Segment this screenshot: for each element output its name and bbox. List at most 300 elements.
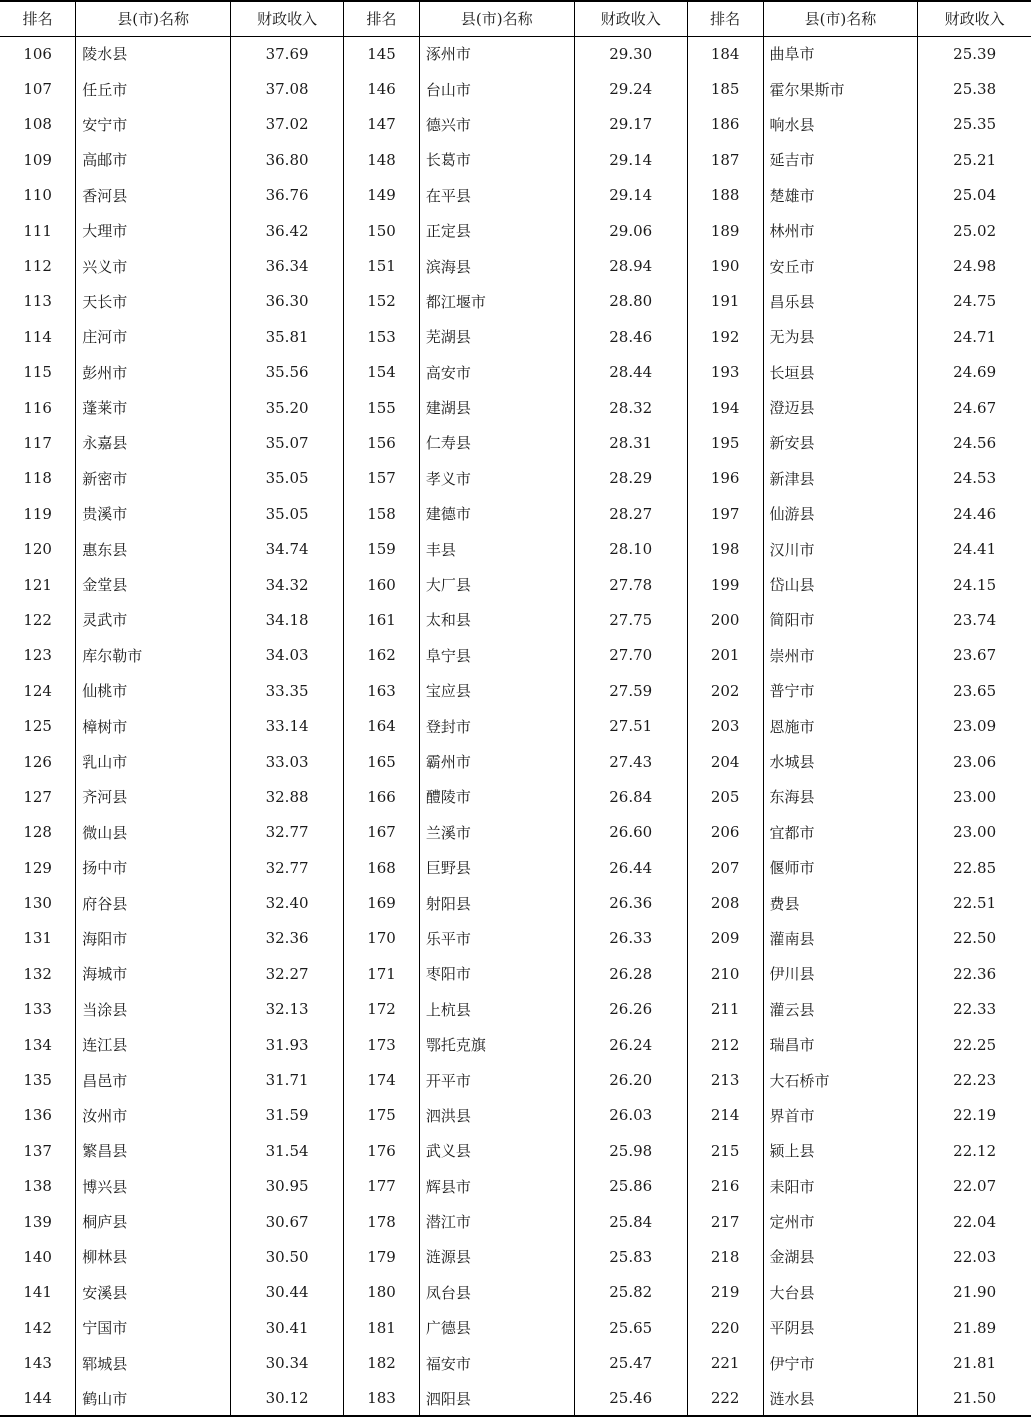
revenue-cell: 34.18 — [231, 602, 344, 637]
revenue-cell: 28.10 — [574, 531, 687, 566]
county-name-cell: 鹤山市 — [76, 1381, 231, 1416]
county-name-cell: 楚雄市 — [763, 178, 918, 213]
county-name-cell: 武义县 — [419, 1133, 574, 1168]
county-name-cell: 枣阳市 — [419, 956, 574, 991]
county-name-cell: 辉县市 — [419, 1169, 574, 1204]
rank-cell: 218 — [687, 1239, 763, 1274]
revenue-cell: 22.50 — [953, 929, 997, 948]
revenue-cell: 29.17 — [574, 107, 687, 142]
rank-cell: 216 — [687, 1169, 763, 1204]
header-rank: 排名 — [344, 1, 420, 36]
revenue-cell: 26.60 — [574, 815, 687, 850]
table-row — [0, 1098, 1031, 1133]
county-name-cell: 库尔勒市 — [76, 638, 231, 673]
revenue-cell: 21.90 — [953, 1283, 997, 1302]
county-name-cell: 涟水县 — [763, 1381, 918, 1416]
county-name-cell: 桐庐县 — [76, 1204, 231, 1239]
county-name-cell: 阜宁县 — [419, 638, 574, 673]
revenue-cell: 37.08 — [231, 71, 344, 106]
county-name-cell: 庄河市 — [76, 319, 231, 354]
county-name-cell: 大理市 — [76, 213, 231, 248]
revenue-cell: 32.40 — [231, 885, 344, 920]
revenue-cell: 28.80 — [574, 284, 687, 319]
rank-cell: 113 — [0, 284, 76, 319]
table-row — [0, 567, 1031, 602]
revenue-cell: 24.41 — [953, 540, 997, 559]
county-name-cell: 涿州市 — [419, 36, 574, 71]
rank-cell: 150 — [344, 213, 420, 248]
table-row — [0, 36, 1031, 71]
revenue-cell: 21.89 — [953, 1318, 997, 1337]
revenue-cell: 23.65 — [953, 681, 997, 700]
rank-cell: 144 — [0, 1381, 76, 1416]
county-name-cell: 连江县 — [76, 1027, 231, 1062]
header-county-name: 县(市)名称 — [419, 1, 574, 36]
county-name-cell: 恩施市 — [763, 708, 918, 743]
rank-cell: 191 — [687, 284, 763, 319]
rank-cell: 184 — [687, 36, 763, 71]
rank-cell: 129 — [0, 850, 76, 885]
table-row — [0, 1345, 1031, 1380]
county-name-cell: 丰县 — [419, 531, 574, 566]
revenue-cell: 27.51 — [574, 708, 687, 743]
rank-cell: 168 — [344, 850, 420, 885]
county-name-cell: 柳林县 — [76, 1239, 231, 1274]
table-row — [0, 885, 1031, 920]
revenue-cell: 25.04 — [953, 186, 997, 205]
rank-cell: 160 — [344, 567, 420, 602]
rank-cell: 133 — [0, 992, 76, 1027]
revenue-cell: 26.44 — [574, 850, 687, 885]
revenue-cell: 33.35 — [231, 673, 344, 708]
county-name-cell: 曲阜市 — [763, 36, 918, 71]
county-name-cell: 长垣县 — [763, 355, 918, 390]
revenue-cell: 32.13 — [231, 992, 344, 1027]
county-name-cell: 芜湖县 — [419, 319, 574, 354]
revenue-cell: 25.39 — [953, 44, 997, 63]
rank-cell: 134 — [0, 1027, 76, 1062]
revenue-cell: 34.03 — [231, 638, 344, 673]
county-name-cell: 仙游县 — [763, 496, 918, 531]
revenue-cell: 32.27 — [231, 956, 344, 991]
table-row — [0, 921, 1031, 956]
rank-cell: 170 — [344, 921, 420, 956]
rank-cell: 177 — [344, 1169, 420, 1204]
county-name-cell: 涟源县 — [419, 1239, 574, 1274]
rank-cell: 220 — [687, 1310, 763, 1345]
rank-cell: 151 — [344, 248, 420, 283]
revenue-cell: 32.88 — [231, 779, 344, 814]
county-name-cell: 灌云县 — [763, 992, 918, 1027]
rank-cell: 162 — [344, 638, 420, 673]
revenue-cell: 27.59 — [574, 673, 687, 708]
revenue-cell: 24.15 — [953, 575, 997, 594]
rank-cell: 126 — [0, 744, 76, 779]
table-row — [0, 248, 1031, 283]
county-name-cell: 香河县 — [76, 178, 231, 213]
revenue-cell: 30.41 — [231, 1310, 344, 1345]
revenue-cell: 25.02 — [953, 221, 997, 240]
rank-cell: 211 — [687, 992, 763, 1027]
revenue-cell: 28.94 — [574, 248, 687, 283]
rank-cell: 117 — [0, 425, 76, 460]
table-row — [0, 284, 1031, 319]
rank-cell: 128 — [0, 815, 76, 850]
revenue-cell: 23.74 — [953, 610, 997, 629]
rank-cell: 198 — [687, 531, 763, 566]
rank-cell: 137 — [0, 1133, 76, 1168]
table-row — [0, 1133, 1031, 1168]
table-row — [0, 213, 1031, 248]
revenue-cell: 25.83 — [574, 1239, 687, 1274]
rank-cell: 213 — [687, 1062, 763, 1097]
county-name-cell: 安丘市 — [763, 248, 918, 283]
table-row — [0, 142, 1031, 177]
county-name-cell: 泗阳县 — [419, 1381, 574, 1416]
table-body — [0, 36, 1031, 1416]
rank-cell: 166 — [344, 779, 420, 814]
revenue-cell: 35.81 — [231, 319, 344, 354]
rank-cell: 192 — [687, 319, 763, 354]
table-row — [0, 355, 1031, 390]
rank-cell: 135 — [0, 1062, 76, 1097]
header-row — [0, 1, 1031, 36]
county-name-cell: 德兴市 — [419, 107, 574, 142]
county-name-cell: 海城市 — [76, 956, 231, 991]
rank-cell: 111 — [0, 213, 76, 248]
county-name-cell: 金堂县 — [76, 567, 231, 602]
revenue-cell: 24.53 — [953, 469, 997, 488]
revenue-cell: 33.03 — [231, 744, 344, 779]
revenue-cell: 30.67 — [231, 1204, 344, 1239]
revenue-cell: 24.75 — [953, 292, 997, 311]
revenue-cell: 23.00 — [953, 823, 997, 842]
county-name-cell: 海阳市 — [76, 921, 231, 956]
revenue-cell: 32.36 — [231, 921, 344, 956]
county-name-cell: 金湖县 — [763, 1239, 918, 1274]
revenue-cell: 22.23 — [953, 1071, 997, 1090]
county-name-cell: 伊川县 — [763, 956, 918, 991]
revenue-cell: 24.98 — [953, 257, 997, 276]
county-name-cell: 建德市 — [419, 496, 574, 531]
revenue-cell: 26.03 — [574, 1098, 687, 1133]
revenue-cell: 24.56 — [953, 433, 997, 452]
rank-cell: 183 — [344, 1381, 420, 1416]
revenue-cell: 36.42 — [231, 213, 344, 248]
revenue-cell: 22.36 — [953, 964, 997, 983]
county-name-cell: 凤台县 — [419, 1275, 574, 1310]
rank-cell: 124 — [0, 673, 76, 708]
revenue-cell: 25.65 — [574, 1310, 687, 1345]
table-row — [0, 602, 1031, 637]
rank-cell: 194 — [687, 390, 763, 425]
header-rank: 排名 — [687, 1, 763, 36]
revenue-cell: 32.77 — [231, 815, 344, 850]
revenue-cell: 24.46 — [953, 504, 997, 523]
revenue-cell: 30.44 — [231, 1275, 344, 1310]
county-name-cell: 永嘉县 — [76, 425, 231, 460]
county-name-cell: 樟树市 — [76, 708, 231, 743]
rank-cell: 148 — [344, 142, 420, 177]
header-revenue: 财政收入 — [574, 1, 687, 36]
rank-cell: 210 — [687, 956, 763, 991]
table-row — [0, 531, 1031, 566]
county-name-cell: 宜都市 — [763, 815, 918, 850]
rank-cell: 214 — [687, 1098, 763, 1133]
revenue-cell: 26.33 — [574, 921, 687, 956]
county-name-cell: 滨海县 — [419, 248, 574, 283]
revenue-cell: 22.33 — [953, 1000, 997, 1019]
county-name-cell: 林州市 — [763, 213, 918, 248]
revenue-cell: 22.51 — [953, 894, 997, 913]
rank-cell: 155 — [344, 390, 420, 425]
table-row — [0, 744, 1031, 779]
county-name-cell: 汝州市 — [76, 1098, 231, 1133]
county-name-cell: 仁寿县 — [419, 425, 574, 460]
rank-cell: 222 — [687, 1381, 763, 1416]
county-name-cell: 高安市 — [419, 355, 574, 390]
rank-cell: 123 — [0, 638, 76, 673]
rank-cell: 107 — [0, 71, 76, 106]
table-row — [0, 1027, 1031, 1062]
rank-cell: 141 — [0, 1275, 76, 1310]
rank-cell: 212 — [687, 1027, 763, 1062]
county-name-cell: 彭州市 — [76, 355, 231, 390]
revenue-cell: 35.05 — [231, 461, 344, 496]
rank-cell: 196 — [687, 461, 763, 496]
rank-cell: 140 — [0, 1239, 76, 1274]
table-row — [0, 425, 1031, 460]
revenue-cell: 33.14 — [231, 708, 344, 743]
county-name-cell: 大台县 — [763, 1275, 918, 1310]
revenue-cell: 31.93 — [231, 1027, 344, 1062]
table-row — [0, 107, 1031, 142]
county-name-cell: 乐平市 — [419, 921, 574, 956]
revenue-cell: 35.05 — [231, 496, 344, 531]
county-name-cell: 费县 — [763, 885, 918, 920]
county-name-cell: 广德县 — [419, 1310, 574, 1345]
rank-cell: 110 — [0, 178, 76, 213]
revenue-cell: 30.12 — [231, 1381, 344, 1416]
revenue-cell: 22.12 — [953, 1141, 997, 1160]
revenue-cell: 25.38 — [953, 80, 997, 99]
rank-cell: 178 — [344, 1204, 420, 1239]
revenue-cell: 34.32 — [231, 567, 344, 602]
county-name-cell: 昌邑市 — [76, 1062, 231, 1097]
county-name-cell: 颍上县 — [763, 1133, 918, 1168]
county-name-cell: 安溪县 — [76, 1275, 231, 1310]
rank-cell: 115 — [0, 355, 76, 390]
revenue-cell: 26.26 — [574, 992, 687, 1027]
rank-cell: 171 — [344, 956, 420, 991]
revenue-cell: 36.30 — [231, 284, 344, 319]
rank-cell: 154 — [344, 355, 420, 390]
county-name-cell: 登封市 — [419, 708, 574, 743]
rank-cell: 203 — [687, 708, 763, 743]
rank-cell: 159 — [344, 531, 420, 566]
rank-cell: 164 — [344, 708, 420, 743]
county-name-cell: 泗洪县 — [419, 1098, 574, 1133]
revenue-cell: 26.84 — [574, 779, 687, 814]
rank-cell: 106 — [0, 36, 76, 71]
rank-cell: 156 — [344, 425, 420, 460]
revenue-cell: 26.24 — [574, 1027, 687, 1062]
rank-cell: 138 — [0, 1169, 76, 1204]
revenue-cell: 25.46 — [574, 1381, 687, 1416]
table-row — [0, 815, 1031, 850]
rank-cell: 118 — [0, 461, 76, 496]
revenue-cell: 29.24 — [574, 71, 687, 106]
rank-cell: 197 — [687, 496, 763, 531]
county-name-cell: 新津县 — [763, 461, 918, 496]
rank-cell: 206 — [687, 815, 763, 850]
county-name-cell: 兴义市 — [76, 248, 231, 283]
rank-cell: 208 — [687, 885, 763, 920]
rank-cell: 169 — [344, 885, 420, 920]
rank-cell: 190 — [687, 248, 763, 283]
county-name-cell: 新安县 — [763, 425, 918, 460]
county-name-cell: 大石桥市 — [763, 1062, 918, 1097]
revenue-cell: 27.43 — [574, 744, 687, 779]
rank-cell: 209 — [687, 921, 763, 956]
rank-cell: 185 — [687, 71, 763, 106]
rank-cell: 152 — [344, 284, 420, 319]
county-name-cell: 开平市 — [419, 1062, 574, 1097]
revenue-cell: 26.36 — [574, 885, 687, 920]
county-name-cell: 普宁市 — [763, 673, 918, 708]
revenue-cell: 22.07 — [953, 1177, 997, 1196]
revenue-cell: 23.00 — [953, 787, 997, 806]
header-county-name: 县(市)名称 — [76, 1, 231, 36]
rank-cell: 108 — [0, 107, 76, 142]
county-name-cell: 岱山县 — [763, 567, 918, 602]
revenue-cell: 25.21 — [953, 150, 997, 169]
revenue-cell: 28.31 — [574, 425, 687, 460]
rank-cell: 116 — [0, 390, 76, 425]
county-name-cell: 霸州市 — [419, 744, 574, 779]
rank-cell: 189 — [687, 213, 763, 248]
county-name-cell: 正定县 — [419, 213, 574, 248]
revenue-cell: 34.74 — [231, 531, 344, 566]
county-name-cell: 扬中市 — [76, 850, 231, 885]
county-name-cell: 惠东县 — [76, 531, 231, 566]
revenue-cell: 25.82 — [574, 1275, 687, 1310]
rank-cell: 146 — [344, 71, 420, 106]
revenue-cell: 30.95 — [231, 1169, 344, 1204]
county-name-cell: 安宁市 — [76, 107, 231, 142]
revenue-cell: 23.06 — [953, 752, 997, 771]
county-name-cell: 平阴县 — [763, 1310, 918, 1345]
rank-cell: 139 — [0, 1204, 76, 1239]
rank-cell: 221 — [687, 1345, 763, 1380]
county-name-cell: 耒阳市 — [763, 1169, 918, 1204]
county-name-cell: 郓城县 — [76, 1345, 231, 1380]
table-row — [0, 71, 1031, 106]
revenue-cell: 23.67 — [953, 646, 997, 665]
county-name-cell: 延吉市 — [763, 142, 918, 177]
revenue-cell: 25.35 — [953, 115, 997, 134]
revenue-cell: 31.71 — [231, 1062, 344, 1097]
rank-cell: 112 — [0, 248, 76, 283]
revenue-cell: 22.03 — [953, 1247, 997, 1266]
rank-cell: 158 — [344, 496, 420, 531]
table-row — [0, 1381, 1031, 1416]
revenue-cell: 27.78 — [574, 567, 687, 602]
county-name-cell: 潜江市 — [419, 1204, 574, 1239]
table-row — [0, 1062, 1031, 1097]
revenue-cell: 35.56 — [231, 355, 344, 390]
county-name-cell: 澄迈县 — [763, 390, 918, 425]
revenue-cell: 26.28 — [574, 956, 687, 991]
rank-cell: 122 — [0, 602, 76, 637]
revenue-cell: 22.25 — [953, 1035, 997, 1054]
rank-cell: 173 — [344, 1027, 420, 1062]
county-name-cell: 仙桃市 — [76, 673, 231, 708]
revenue-cell: 28.27 — [574, 496, 687, 531]
revenue-cell: 21.50 — [918, 1381, 1031, 1416]
table-row — [0, 1239, 1031, 1274]
table-row — [0, 178, 1031, 213]
revenue-cell: 25.86 — [574, 1169, 687, 1204]
county-name-cell: 建湖县 — [419, 390, 574, 425]
revenue-cell: 28.32 — [574, 390, 687, 425]
revenue-cell: 22.85 — [953, 858, 997, 877]
rank-cell: 125 — [0, 708, 76, 743]
rank-cell: 199 — [687, 567, 763, 602]
revenue-cell: 37.69 — [231, 36, 344, 71]
revenue-cell: 29.06 — [574, 213, 687, 248]
revenue-cell: 35.20 — [231, 390, 344, 425]
rank-cell: 161 — [344, 602, 420, 637]
county-name-cell: 当涂县 — [76, 992, 231, 1027]
rank-cell: 215 — [687, 1133, 763, 1168]
rank-cell: 180 — [344, 1275, 420, 1310]
county-name-cell: 台山市 — [419, 71, 574, 106]
table-row — [0, 992, 1031, 1027]
county-name-cell: 齐河县 — [76, 779, 231, 814]
rank-cell: 176 — [344, 1133, 420, 1168]
header-rank: 排名 — [0, 1, 76, 36]
revenue-cell: 22.04 — [953, 1212, 997, 1231]
county-name-cell: 繁昌县 — [76, 1133, 231, 1168]
rank-cell: 157 — [344, 461, 420, 496]
county-name-cell: 府谷县 — [76, 885, 231, 920]
revenue-cell: 24.71 — [953, 327, 997, 346]
county-name-cell: 大厂县 — [419, 567, 574, 602]
revenue-cell: 24.69 — [953, 363, 997, 382]
rank-cell: 175 — [344, 1098, 420, 1133]
revenue-cell: 21.81 — [953, 1354, 997, 1373]
county-name-cell: 界首市 — [763, 1098, 918, 1133]
rank-cell: 127 — [0, 779, 76, 814]
revenue-cell: 37.02 — [231, 107, 344, 142]
county-name-cell: 乳山市 — [76, 744, 231, 779]
rank-cell: 121 — [0, 567, 76, 602]
county-name-cell: 蓬莱市 — [76, 390, 231, 425]
revenue-cell: 23.09 — [953, 717, 997, 736]
rank-cell: 205 — [687, 779, 763, 814]
revenue-cell: 25.98 — [574, 1133, 687, 1168]
revenue-cell: 28.44 — [574, 355, 687, 390]
revenue-cell: 30.50 — [231, 1239, 344, 1274]
revenue-cell: 26.20 — [574, 1062, 687, 1097]
revenue-cell: 28.46 — [574, 319, 687, 354]
rank-cell: 131 — [0, 921, 76, 956]
county-name-cell: 上杭县 — [419, 992, 574, 1027]
table-row — [0, 461, 1031, 496]
revenue-cell: 32.77 — [231, 850, 344, 885]
county-name-cell: 巨野县 — [419, 850, 574, 885]
